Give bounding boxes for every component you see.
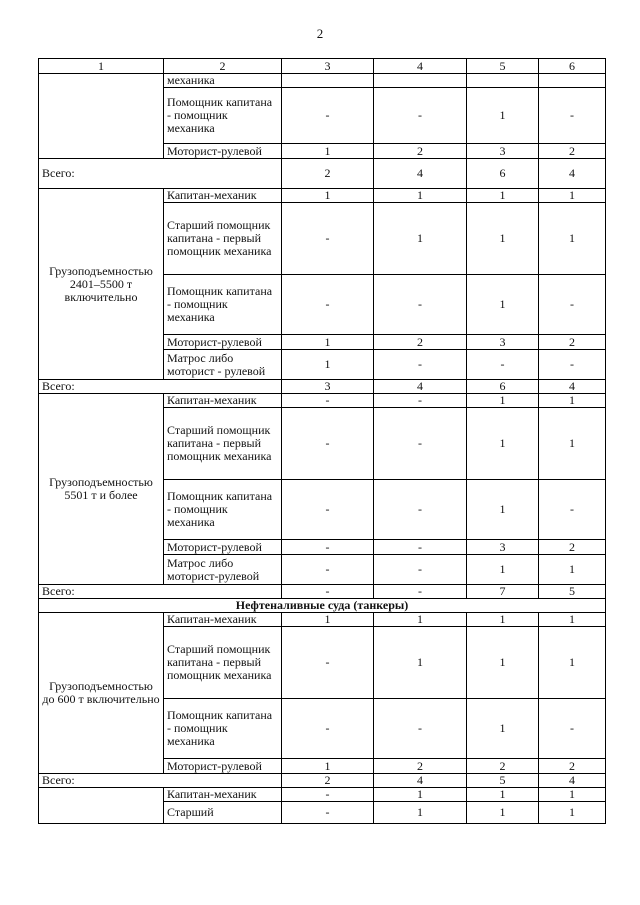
- position-cell: Помощник капитана - помощник механика: [164, 480, 282, 540]
- position-cell: Моторист-рулевой: [164, 540, 282, 555]
- header-cell: 1: [39, 59, 164, 74]
- value-cell: -: [374, 540, 467, 555]
- value-cell: 1: [374, 613, 467, 627]
- value-cell: [539, 74, 606, 88]
- table-row: [39, 613, 606, 627]
- total-row: [39, 585, 606, 599]
- value-cell: 1: [374, 788, 467, 802]
- value-cell: -: [539, 275, 606, 335]
- value-cell: 3: [467, 540, 539, 555]
- value-cell: -: [282, 699, 374, 759]
- value-cell: 1: [467, 480, 539, 540]
- value-cell: 1: [539, 788, 606, 802]
- header-cell: 6: [539, 59, 606, 74]
- total-label: Всего:: [39, 774, 282, 788]
- header-cell: 3: [282, 59, 374, 74]
- total-value: -: [374, 585, 467, 599]
- total-value: 6: [467, 380, 539, 394]
- value-cell: -: [374, 350, 467, 380]
- value-cell: 1: [282, 350, 374, 380]
- position-cell: механика: [164, 74, 282, 88]
- group-label-cell: Грузоподъемностью 5501 т и более: [39, 394, 164, 585]
- value-cell: -: [374, 275, 467, 335]
- value-cell: 1: [282, 759, 374, 774]
- value-cell: 1: [467, 408, 539, 480]
- value-cell: -: [467, 350, 539, 380]
- position-cell: Старший помощник капитана - первый помощник механика: [164, 408, 282, 480]
- position-cell: Капитан-механик: [164, 394, 282, 408]
- value-cell: 1: [539, 627, 606, 699]
- total-row: [39, 774, 606, 788]
- value-cell: 1: [539, 555, 606, 585]
- value-cell: 1: [539, 613, 606, 627]
- table-row: [39, 189, 606, 203]
- value-cell: 2: [539, 144, 606, 159]
- value-cell: -: [282, 394, 374, 408]
- table-row: [39, 74, 606, 88]
- value-cell: 2: [374, 144, 467, 159]
- value-cell: 1: [467, 788, 539, 802]
- total-value: 2: [282, 159, 374, 189]
- total-value: 4: [374, 774, 467, 788]
- value-cell: [374, 74, 467, 88]
- value-cell: -: [539, 350, 606, 380]
- section-row: [39, 599, 606, 613]
- value-cell: -: [374, 555, 467, 585]
- value-cell: 3: [467, 335, 539, 350]
- value-cell: 1: [467, 613, 539, 627]
- position-cell: Помощник капитана - помощник механика: [164, 88, 282, 144]
- value-cell: -: [282, 480, 374, 540]
- value-cell: 2: [539, 335, 606, 350]
- value-cell: 1: [374, 189, 467, 203]
- total-row: [39, 159, 606, 189]
- position-cell: Моторист-рулевой: [164, 759, 282, 774]
- value-cell: 1: [282, 613, 374, 627]
- total-label: Всего:: [39, 159, 282, 189]
- total-value: -: [282, 585, 374, 599]
- value-cell: 2: [374, 759, 467, 774]
- value-cell: 1: [467, 394, 539, 408]
- total-row: [39, 380, 606, 394]
- table-row: [39, 788, 606, 802]
- total-value: 4: [539, 159, 606, 189]
- group-label-cell: [39, 74, 164, 159]
- value-cell: -: [374, 88, 467, 144]
- value-cell: 1: [539, 189, 606, 203]
- value-cell: -: [539, 699, 606, 759]
- header-cell: 5: [467, 59, 539, 74]
- total-value: 5: [539, 585, 606, 599]
- position-cell: Старший помощник капитана - первый помощник механика: [164, 203, 282, 275]
- value-cell: 2: [539, 759, 606, 774]
- position-cell: Помощник капитана - помощник механика: [164, 275, 282, 335]
- position-cell: Капитан-механик: [164, 613, 282, 627]
- total-value: 3: [282, 380, 374, 394]
- value-cell: [282, 74, 374, 88]
- position-cell: Матрос либо моторист - рулевой: [164, 350, 282, 380]
- total-value: 6: [467, 159, 539, 189]
- value-cell: [467, 74, 539, 88]
- value-cell: 1: [374, 627, 467, 699]
- group-label-cell: Грузоподъемностью 2401–5500 т включительно: [39, 189, 164, 380]
- total-value: 2: [282, 774, 374, 788]
- group-label-cell: Грузоподъемностью до 600 т включительно: [39, 613, 164, 774]
- position-cell: Моторист-рулевой: [164, 144, 282, 159]
- section-title: Нефтеналивные суда (танкеры): [39, 599, 606, 613]
- position-cell: Помощник капитана - помощник механика: [164, 699, 282, 759]
- value-cell: 1: [467, 203, 539, 275]
- value-cell: 1: [374, 203, 467, 275]
- value-cell: -: [282, 802, 374, 824]
- value-cell: 1: [282, 189, 374, 203]
- value-cell: 2: [467, 759, 539, 774]
- value-cell: -: [282, 788, 374, 802]
- total-label: Всего:: [39, 585, 282, 599]
- table-row: [39, 394, 606, 408]
- value-cell: 1: [467, 802, 539, 824]
- value-cell: -: [282, 540, 374, 555]
- value-cell: -: [282, 275, 374, 335]
- value-cell: 1: [374, 802, 467, 824]
- value-cell: 1: [539, 203, 606, 275]
- value-cell: 1: [467, 88, 539, 144]
- header-row: [39, 59, 606, 74]
- value-cell: 1: [282, 335, 374, 350]
- value-cell: 1: [467, 189, 539, 203]
- group-label-cell: [39, 788, 164, 824]
- value-cell: 1: [467, 275, 539, 335]
- value-cell: 1: [467, 627, 539, 699]
- value-cell: 2: [374, 335, 467, 350]
- value-cell: -: [374, 480, 467, 540]
- header-cell: 2: [164, 59, 282, 74]
- value-cell: 1: [467, 555, 539, 585]
- value-cell: -: [282, 203, 374, 275]
- value-cell: 3: [467, 144, 539, 159]
- value-cell: 1: [539, 394, 606, 408]
- total-value: 4: [374, 380, 467, 394]
- value-cell: -: [282, 88, 374, 144]
- value-cell: -: [282, 627, 374, 699]
- position-cell: Старший: [164, 802, 282, 824]
- position-cell: Матрос либо моторист-рулевой: [164, 555, 282, 585]
- value-cell: -: [374, 394, 467, 408]
- page-number: 2: [316, 26, 324, 41]
- value-cell: -: [282, 555, 374, 585]
- value-cell: 1: [539, 802, 606, 824]
- position-cell: Старший помощник капитана - первый помощник механика: [164, 627, 282, 699]
- position-cell: Моторист-рулевой: [164, 335, 282, 350]
- value-cell: 1: [539, 408, 606, 480]
- total-value: 4: [539, 774, 606, 788]
- value-cell: 1: [282, 144, 374, 159]
- value-cell: 2: [539, 540, 606, 555]
- crew-table: [38, 58, 606, 824]
- header-cell: 4: [374, 59, 467, 74]
- total-label: Всего:: [39, 380, 282, 394]
- value-cell: -: [539, 88, 606, 144]
- value-cell: -: [374, 408, 467, 480]
- total-value: 5: [467, 774, 539, 788]
- position-cell: Капитан-механик: [164, 189, 282, 203]
- value-cell: 1: [467, 699, 539, 759]
- value-cell: -: [539, 480, 606, 540]
- value-cell: -: [282, 408, 374, 480]
- total-value: 4: [539, 380, 606, 394]
- position-cell: Капитан-механик: [164, 788, 282, 802]
- total-value: 4: [374, 159, 467, 189]
- value-cell: -: [374, 699, 467, 759]
- total-value: 7: [467, 585, 539, 599]
